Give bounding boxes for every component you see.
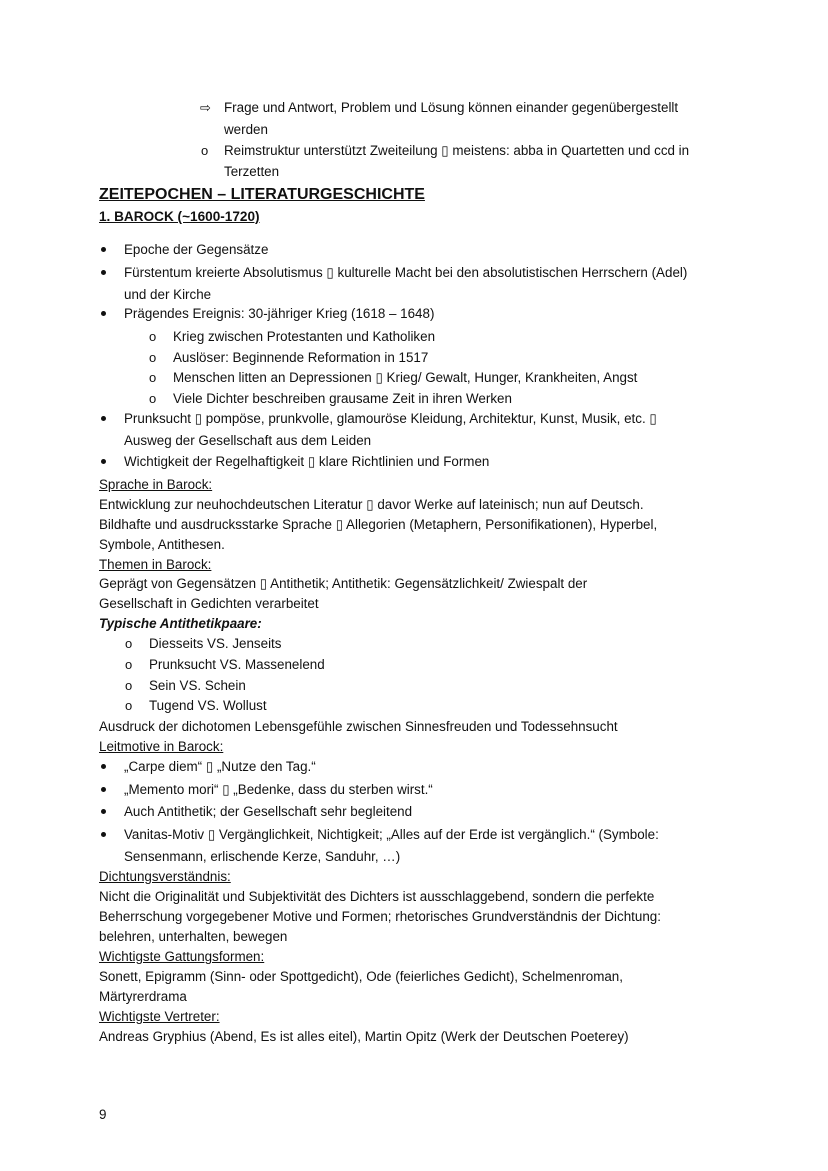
bullet-icon: [101, 809, 106, 814]
paragraph-line: Ausdruck der dichotomen Lebensgefühle zwischen Sinnesfreuden und Todessehnsucht: [99, 719, 618, 734]
subsection-title: Themen in Barock:: [99, 557, 212, 572]
bullet-item-cont: und der Kirche: [124, 287, 212, 302]
list-item: Tugend VS. Wollust: [149, 698, 267, 713]
o-item-line2: Terzetten: [224, 164, 280, 179]
paragraph-line: Märtyrerdrama: [99, 989, 187, 1004]
paragraph-line: Bildhafte und ausdrucksstarke Sprache ▯ Allegorien (Metaphern, Personifikationen), Hyperbel,: [99, 517, 658, 532]
list-item: Sein VS. Schein: [149, 678, 246, 693]
page-number: 9: [99, 1107, 107, 1122]
circle-marker-icon: o: [149, 350, 157, 365]
bullet-item: Epoche der Gegensätze: [124, 242, 269, 257]
bullet-icon: [101, 764, 106, 769]
arrow-marker-icon: ⇨: [200, 100, 211, 115]
subsection-title: Dichtungsverständnis:: [99, 869, 231, 884]
paragraph-line: Entwicklung zur neuhochdeutschen Literatur ▯ davor Werke auf lateinisch; nun auf Deutsch.: [99, 497, 644, 512]
bullet-icon: [101, 311, 106, 316]
bullet-item-cont: Ausweg der Gesellschaft aus dem Leiden: [124, 433, 372, 448]
subsection-title: Wichtigste Gattungsformen:: [99, 949, 265, 964]
circle-marker-icon: o: [149, 329, 157, 344]
paragraph-line: Geprägt von Gegensätzen ▯ Antithetik; Antithetik: Gegensätzlichkeit/ Zwiespalt der: [99, 576, 588, 591]
subsection-title: Leitmotive in Barock:: [99, 739, 224, 754]
circle-marker-icon: o: [125, 678, 133, 693]
paragraph-line: Nicht die Originalität und Subjektivität des Dichters ist ausschlaggebend, sondern die perfekte: [99, 889, 655, 904]
list-item: Prunksucht VS. Massenelend: [149, 657, 325, 672]
subsection-title: Sprache in Barock:: [99, 477, 213, 492]
bullet-item: Wichtigkeit der Regelhaftigkeit ▯ klare Richtlinien und Formen: [124, 454, 490, 469]
paragraph-line: Sonett, Epigramm (Sinn- oder Spottgedicht), Ode (feierliches Gedicht), Schelmenroman,: [99, 969, 623, 984]
paragraph-line: Beherrschung vorgegebener Motive und Formen; rhetorisches Grundverständnis der Dichtung:: [99, 909, 661, 924]
circle-marker-icon: o: [149, 391, 157, 406]
circle-marker-icon: o: [125, 698, 133, 713]
bullet-item: Auch Antithetik; der Gesellschaft sehr begleitend: [124, 804, 413, 819]
circle-marker-icon: o: [125, 636, 133, 651]
arrow-item-line2: werden: [224, 122, 268, 137]
bullet-item: „Memento mori“ ▯ „Bedenke, dass du sterben wirst.“: [124, 782, 433, 797]
bullet-item: „Carpe diem“ ▯ „Nutze den Tag.“: [124, 759, 316, 774]
circle-marker-icon: o: [201, 143, 209, 158]
circle-marker-icon: o: [125, 657, 133, 672]
bullet-icon: [101, 270, 106, 275]
section-heading: 1. BAROCK (~1600-1720): [99, 209, 260, 224]
bullet-item: Prägendes Ereignis: 30-jähriger Krieg (1618 – 1648): [124, 306, 435, 321]
arrow-item-line1: Frage und Antwort, Problem und Lösung können einander gegenübergestellt: [224, 100, 679, 115]
sub-item: Krieg zwischen Protestanten und Katholiken: [173, 329, 436, 344]
sub-item: Menschen litten an Depressionen ▯ Krieg/ Gewalt, Hunger, Krankheiten, Angst: [173, 370, 638, 385]
bullet-item: Prunksucht ▯ pompöse, prunkvolle, glamouröse Kleidung, Architektur, Kunst, Musik, etc. ▯: [124, 411, 657, 426]
paragraph-line: belehren, unterhalten, bewegen: [99, 929, 288, 944]
list-item: Diesseits VS. Jenseits: [149, 636, 282, 651]
sub-item: Auslöser: Beginnende Reformation in 1517: [173, 350, 429, 365]
bullet-item-cont: Sensenmann, erlischende Kerze, Sanduhr, …): [124, 849, 401, 864]
bullet-icon: [101, 787, 106, 792]
bullet-icon: [101, 416, 106, 421]
o-item-line1: Reimstruktur unterstützt Zweiteilung ▯ meistens: abba in Quartetten und ccd in: [224, 143, 690, 158]
subsection-title: Wichtigste Vertreter:: [99, 1009, 220, 1024]
bullet-item: Fürstentum kreierte Absolutismus ▯ kulturelle Macht bei den absolutistischen Herrschern (Adel): [124, 265, 688, 280]
bullet-item: Vanitas-Motiv ▯ Vergänglichkeit, Nichtigkeit; „Alles auf der Erde ist vergänglich.“ (Symbole:: [124, 827, 659, 842]
circle-marker-icon: o: [149, 370, 157, 385]
subsection-title: Typische Antithetikpaare:: [99, 616, 262, 631]
bullet-icon: [101, 832, 106, 837]
paragraph-line: Andreas Gryphius (Abend, Es ist alles eitel), Martin Opitz (Werk der Deutschen Poeterey): [99, 1029, 629, 1044]
bullet-icon: [101, 459, 106, 464]
paragraph-line: Gesellschaft in Gedichten verarbeitet: [99, 596, 319, 611]
page-heading: ZEITEPOCHEN – LITERATURGESCHICHTE: [99, 186, 425, 203]
sub-item: Viele Dichter beschreiben grausame Zeit in ihren Werken: [173, 391, 512, 406]
bullet-icon: [101, 247, 106, 252]
paragraph-line: Symbole, Antithesen.: [99, 537, 225, 552]
